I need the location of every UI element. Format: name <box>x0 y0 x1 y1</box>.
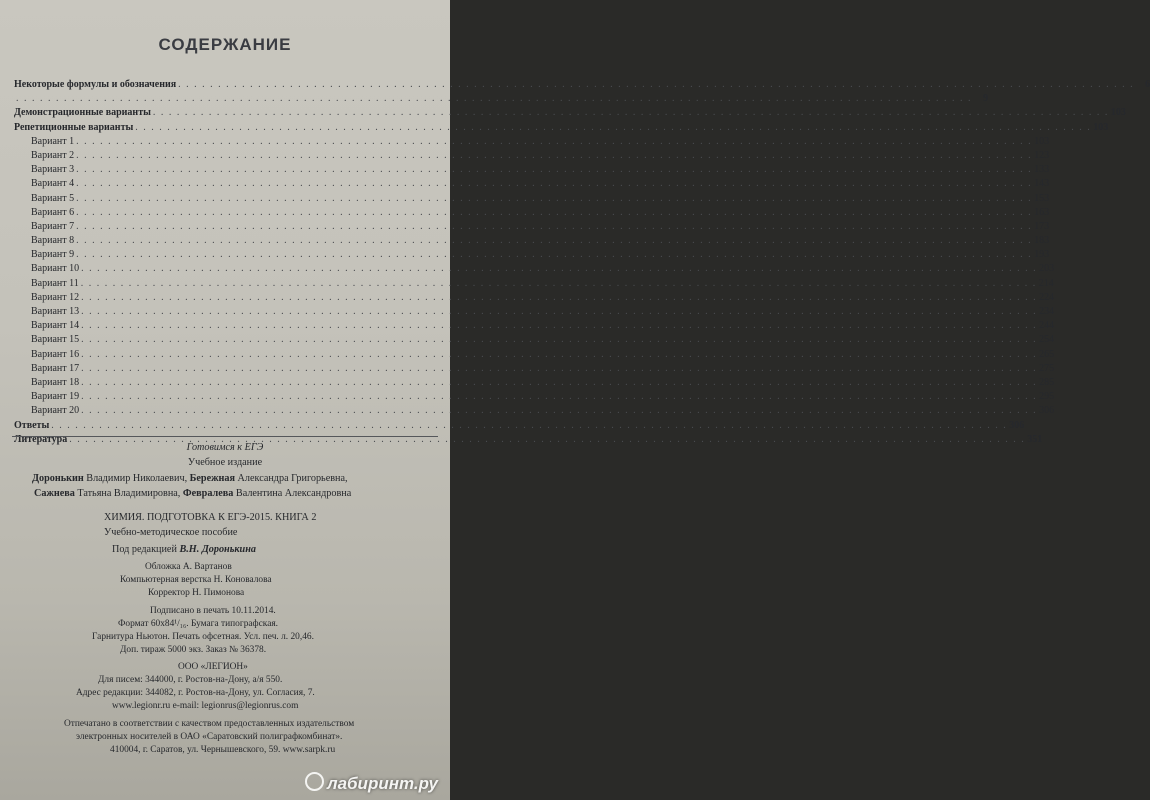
format-line: Формат 60x84¹/₁₆. Бумага типографская. <box>118 619 279 629</box>
authors-line-1: Доронькин Владимир Николаевич, Бережная Александра Григорьевна, <box>32 473 348 484</box>
toc-leader-dots: . . . . . . . . . . . . . . . . . . . . . . . . . . . . . . . . . . . . . . . . . . . . . . . . . . . . . . . . . . . . . . . . . . . . . . . . . . . . . . . . . . . . . . . . . . . . . . . . . . . . . . . . . . . . . . . . . . . . . . . . <box>51 419 1008 431</box>
toc-entry <box>14 121 1109 135</box>
toc-entry-label: Вариант 15 <box>31 334 80 346</box>
toc-entry <box>14 305 1055 319</box>
series-name: Готовимся к ЕГЭ <box>186 442 264 453</box>
authors-line-2: Сажнева Татьяна Владимировна, Февралева Валентина Александровна <box>34 488 352 499</box>
toc-leader-dots: . . . . . . . . . . . . . . . . . . . . . . . . . . . . . . . . . . . . . . . . . . . . . . . . . . . . . . . . . . . . . . . . . . . . . . . . . . . . . . . . . . . . . . . . . . . . . . . . . . . . . . . . . . . . . . . . . . . . . . . . <box>76 192 1033 204</box>
divider <box>12 436 438 437</box>
toc-entry-label: Литература <box>14 433 68 445</box>
toc-leader-dots: . . . . . . . . . . . . . . . . . . . . . . . . . . . . . . . . . . . . . . . . . . . . . . . . . . . . . . . . . . . . . . . . . . . . . . . . . . . . . . . . . . . . . . . . . . . . . . . . . . . . . . . . . . . . . . . . . . . . . . . . <box>76 149 1033 161</box>
toc-entry <box>14 319 1055 333</box>
toc-entry-label: Вариант 13 <box>31 306 80 317</box>
toc-entry <box>14 262 1055 276</box>
toc-entry-page: 306 <box>1039 405 1055 417</box>
toc-leader-dots: . . . . . . . . . . . . . . . . . . . . . . . . . . . . . . . . . . . . . . . . . . . . . . . . . . . . . . . . . . . . . . . . . . . . . . . . . . . . . . . . . . . . . . . . . . . . . . . . . . . . . . . . . . . . . . . . . . . . . . . . <box>81 291 1038 303</box>
toc-entry <box>14 149 1050 163</box>
toc-entry-page: 265 <box>1039 348 1055 360</box>
toc-leader-dots: . . . . . . . . . . . . . . . . . . . . . . . . . . . . . . . . . . . . . . . . . . . . . . . . . . . . . . . . . . . . . . . . . . . . . . . . . . . . . . . . . . . . . . . . . . . . . . . . . . . . . . . . . . . . . . . . . . . . . . . . <box>16 93 972 105</box>
toc-entry-label: Вариант 1 <box>31 135 75 147</box>
toc-entry-label: Некоторые формулы и обозначения <box>14 79 177 90</box>
toc-entry <box>14 135 1050 149</box>
toc-entry <box>14 163 1050 177</box>
publisher-name: ООО «ЛЕГИОН» <box>178 662 248 672</box>
toc-leader-dots: . . . . . . . . . . . . . . . . . . . . . . . . . . . . . . . . . . . . . . . . . . . . . . . . . . . . . . . . . . . . . . . . . . . . . . . . . . . . . . . . . . . . . . . . . . . . . . . . . . . . . . . . . . . . . . . . . . . . . . . . <box>76 135 1033 147</box>
typeface-line: Гарнитура Ньютон. Печать офсетная. Усл. печ. л. 20,46. <box>92 632 314 642</box>
toc-entry <box>14 376 1055 390</box>
toc-entry-label: Вариант 11 <box>31 277 79 289</box>
toc-entry <box>14 220 1050 234</box>
toc-entry-label: Вариант 12 <box>31 291 80 303</box>
page-title: СОДЕРЖАНИЕ <box>158 35 292 54</box>
toc-entry-label: Вариант 4 <box>31 178 75 190</box>
toc-leader-dots: . . . . . . . . . . . . . . . . . . . . . . . . . . . . . . . . . . . . . . . . . . . . . . . . . . . . . . . . . . . . . . . . . . . . . . . . . . . . . . . . . . . . . . . . . . . . . . . . . . . . . . . . . . . . . . . . . . . . . . . . <box>76 164 1033 176</box>
toc-entry-label: Репетиционные варианты <box>14 121 134 133</box>
printer-line-2: электронных носителей в ОАО «Саратовский полиграфкомбинат». <box>76 732 343 742</box>
toc-entry-label: Вариант 20 <box>31 405 80 417</box>
toc-entry-label: Вариант 6 <box>31 206 75 218</box>
toc-entry-page: 123 <box>1034 149 1050 161</box>
layout-credit: Компьютерная верстка Н. Коновалова <box>120 575 272 585</box>
toc-entry-page: 254 <box>1039 334 1055 346</box>
watermark: лабиринт.ру <box>305 772 438 794</box>
printer-line-3: 410004, г. Саратов, ул. Чернышевского, 59. www.sarpk.ru <box>110 745 336 755</box>
toc-entry <box>14 277 1054 291</box>
toc-leader-dots: . . . . . . . . . . . . . . . . . . . . . . . . . . . . . . . . . . . . . . . . . . . . . . . . . . . . . . . . . . . . . . . . . . . . . . . . . . . . . . . . . . . . . . . . . . . . . . . . . . . . . . . . . . . . . . . . . . . . . . . . <box>81 334 1038 346</box>
cover-credit: Обложка А. Вартанов <box>145 562 232 572</box>
toc-leader-dots: . . . . . . . . . . . . . . . . . . . . . . . . . . . . . . . . . . . . . . . . . . . . . . . . . . . . . . . . . . . . . . . . . . . . . . . . . . . . . . . . . . . . . . . . . . . . . . . . . . . . . . . . . . . . . . . . . . . . . . . . <box>76 220 1033 232</box>
toc-entry-page: 103 <box>1093 121 1109 133</box>
toc-entry-page: 163 <box>1034 206 1050 218</box>
toc-entry-page: 103 <box>1034 135 1050 147</box>
toc-entry-page: 133 <box>1034 164 1050 176</box>
edition-type: Учебное издание <box>187 457 263 468</box>
toc-entry-page: 295 <box>1039 391 1055 403</box>
toc-leader-dots: . . . . . . . . . . . . . . . . . . . . . . . . . . . . . . . . . . . . . . . . . . . . . . . . . . . . . . . . . . . . . . . . . . . . . . . . . . . . . . . . . . . . . . . . . . . . . . . . . . . . . . . . . . . . . . . . . . . . . . . . <box>81 405 1038 417</box>
toc-entry-label: Вариант 3 <box>31 164 75 176</box>
toc-leader-dots: . . . . . . . . . . . . . . . . . . . . . . . . . . . . . . . . . . . . . . . . . . . . . . . . . . . . . . . . . . . . . . . . . . . . . . . . . . . . . . . . . . . . . . . . . . . . . . . . . . . . . . . . . . . . . . . . . . . . . . . . <box>81 391 1038 403</box>
toc-entry <box>14 234 1050 248</box>
toc-entry-label: Вариант 17 <box>31 362 80 374</box>
toc-entry <box>14 362 1055 376</box>
toc-entry-page: 285 <box>1039 376 1055 388</box>
toc-entry-label: Вариант 8 <box>31 235 75 247</box>
toc-entry-page: 9 <box>983 93 988 105</box>
toc-entry-page: 351 <box>1027 433 1043 445</box>
toc-entry-label: Демонстрационные варианты <box>14 107 151 119</box>
website-email: www.legionr.ru e-mail: legionrus@legionrus.com <box>112 701 299 711</box>
toc-entry-page: 306 <box>1009 419 1025 431</box>
toc-leader-dots: . . . . . . . . . . . . . . . . . . . . . . . . . . . . . . . . . . . . . . . . . . . . . . . . . . . . . . . . . . . . . . . . . . . . . . . . . . . . . . . . . . . . . . . . . . . . . . . . . . . . . . . . . . . . . . . . . . . . . . . . <box>76 249 1033 261</box>
toc-entry <box>14 248 1050 262</box>
toc-entry <box>14 291 1055 305</box>
toc-entry <box>14 177 1050 191</box>
mail-address: Для писем: 344000, г. Ростов-на-Дону, а/я 550. <box>98 675 283 685</box>
toc-entry-page: 103 <box>1110 107 1126 119</box>
toc-entry <box>14 78 1150 92</box>
toc-leader-dots: . . . . . . . . . . . . . . . . . . . . . . . . . . . . . . . . . . . . . . . . . . . . . . . . . . . . . . . . . . . . . . . . . . . . . . . . . . . . . . . . . . . . . . . . . . . . . . . . . . . . . . . . . . . . . . . . . . . . . . . . <box>76 235 1033 247</box>
toc-entry-page: 6 <box>1145 79 1150 90</box>
toc-entry-page: 143 <box>1034 178 1050 190</box>
toc-leader-dots: . . . . . . . . . . . . . . . . . . . . . . . . . . . . . . . . . . . . . . . . . . . . . . . . . . . . . . . . . . . . . . . . . . . . . . . . . . . . . . . . . . . . . . . . . . . . . . . . . . . . . . . . . . . . . . . . . . . . . . . . <box>81 348 1038 360</box>
toc-entry-label: Вариант 14 <box>31 320 80 332</box>
toc-entry-page: 244 <box>1039 320 1055 332</box>
toc-entry-label: Вариант 9 <box>31 249 75 261</box>
toc-entry-page: 234 <box>1039 306 1055 317</box>
toc-entry-page: 193 <box>1034 249 1050 261</box>
labyrinth-logo-icon <box>305 772 324 791</box>
toc-leader-dots: . . . . . . . . . . . . . . . . . . . . . . . . . . . . . . . . . . . . . . . . . . . . . . . . . . . . . . . . . . . . . . . . . . . . . . . . . . . . . . . . . . . . . . . . . . . . . . . . . . . . . . . . . . . . . . . . . . . . . . . . <box>69 433 1026 445</box>
toc-entry-label: Вариант 18 <box>31 376 80 388</box>
toc-leader-dots: . . . . . . . . . . . . . . . . . . . . . . . . . . . . . . . . . . . . . . . . . . . . . . . . . . . . . . . . . . . . . . . . . . . . . . . . . . . . . . . . . . . . . . . . . . . . . . . . . . . . . . . . . . . . . . . . . . . . . . . . <box>81 306 1038 317</box>
toc-leader-dots: . . . . . . . . . . . . . . . . . . . . . . . . . . . . . . . . . . . . . . . . . . . . . . . . . . . . . . . . . . . . . . . . . . . . . . . . . . . . . . . . . . . . . . . . . . . . . . . . . . . . . . . . . . . . . . . . . . . . . . . . <box>81 362 1038 374</box>
toc-entry <box>14 192 1050 206</box>
table-of-contents <box>14 78 1150 447</box>
printer-line-1: Отпечатано в соответствии с качеством предоставленных издательством <box>64 719 355 729</box>
toc-entry-page: 275 <box>1039 362 1055 374</box>
toc-entry-page: 214 <box>1038 277 1054 289</box>
toc-entry <box>14 390 1055 404</box>
print-run: Доп. тираж 5000 экз. Заказ № 36378. <box>120 645 267 655</box>
toc-entry <box>14 404 1055 418</box>
toc-entry <box>14 206 1050 220</box>
toc-leader-dots: . . . . . . . . . . . . . . . . . . . . . . . . . . . . . . . . . . . . . . . . . . . . . . . . . . . . . . . . . . . . . . . . . . . . . . . . . . . . . . . . . . . . . . . . . . . . . . . . . . . . . . . . . . . . . . . . . . . . . . . . <box>152 107 1109 119</box>
toc-leader-dots: . . . . . . . . . . . . . . . . . . . . . . . . . . . . . . . . . . . . . . . . . . . . . . . . . . . . . . . . . . . . . . . . . . . . . . . . . . . . . . . . . . . . . . . . . . . . . . . . . . . . . . . . . . . . . . . . . . . . . . . . <box>81 263 1038 275</box>
toc-entry <box>14 333 1055 347</box>
toc-leader-dots: . . . . . . . . . . . . . . . . . . . . . . . . . . . . . . . . . . . . . . . . . . . . . . . . . . . . . . . . . . . . . . . . . . . . . . . . . . . . . . . . . . . . . . . . . . . . . . . . . . . . . . . . . . . . . . . . . . . . . . . . <box>81 320 1038 332</box>
toc-entry-page: 224 <box>1039 291 1055 303</box>
toc-entry-page: 153 <box>1034 192 1050 204</box>
proofreader-credit: Корректор Н. Пимонова <box>148 588 245 598</box>
toc-entry-page: 203 <box>1039 263 1055 275</box>
book-type: Учебно-методическое пособие <box>104 527 238 538</box>
toc-entry-label: Вариант 2 <box>31 149 75 161</box>
toc-leader-dots: . . . . . . . . . . . . . . . . . . . . . . . . . . . . . . . . . . . . . . . . . . . . . . . . . . . . . . . . . . . . . . . . . . . . . . . . . . . . . . . . . . . . . . . . . . . . . . . . . . . . . . . . . . . . . . . . . . . . . . . . <box>81 376 1038 388</box>
toc-leader-dots: . . . . . . . . . . . . . . . . . . . . . . . . . . . . . . . . . . . . . . . . . . . . . . . . . . . . . . . . . . . . . . . . . . . . . . . . . . . . . . . . . . . . . . . . . . . . . . . . . . . . . . . . . . . . . . . . . . . . . . . . <box>76 178 1033 190</box>
toc-entry-label: Вариант 10 <box>31 263 80 275</box>
toc-entry-page: 183 <box>1034 235 1050 247</box>
toc-entry <box>14 348 1055 362</box>
toc-leader-dots: . . . . . . . . . . . . . . . . . . . . . . . . . . . . . . . . . . . . . . . . . . . . . . . . . . . . . . . . . . . . . . . . . . . . . . . . . . . . . . . . . . . . . . . . . . . . . . . . . . . . . . . . . . . . . . . . . . . . . . . . <box>135 121 1092 133</box>
toc-entry-label: Ответы <box>14 419 50 431</box>
toc-entry <box>14 92 988 106</box>
toc-entry <box>14 106 1126 120</box>
toc-entry-label: Вариант 7 <box>31 220 75 232</box>
toc-entry-label: Вариант 19 <box>31 391 80 403</box>
toc-leader-dots: . . . . . . . . . . . . . . . . . . . . . . . . . . . . . . . . . . . . . . . . . . . . . . . . . . . . . . . . . . . . . . . . . . . . . . . . . . . . . . . . . . . . . . . . . . . . . . . . . . . . . . . . . . . . . . . . . . . . . . . . <box>76 206 1033 218</box>
toc-entry <box>14 419 1025 433</box>
signed-date: Подписано в печать 10.11.2014. <box>150 606 276 616</box>
editorial-address: Адрес редакции: 344082, г. Ростов-на-Дону, ул. Согласия, 7. <box>76 688 315 698</box>
toc-entry-page: 173 <box>1034 220 1050 232</box>
toc-entry-label: Вариант 5 <box>31 192 75 204</box>
toc-leader-dots: . . . . . . . . . . . . . . . . . . . . . . . . . . . . . . . . . . . . . . . . . . . . . . . . . . . . . . . . . . . . . . . . . . . . . . . . . . . . . . . . . . . . . . . . . . . . . . . . . . . . . . . . . . . . . . . . . . . . . . . . <box>80 277 1037 289</box>
editor-line: Под редакцией В.Н. Доронькина <box>112 544 256 555</box>
toc-leader-dots: . . . . . . . . . . . . . . . . . . . . . . . . . . . . . . . . . . . . . . . . . . . . . . . . . . . . . . . . . . . . . . . . . . . . . . . . . . . . . . . . . . . . . . . . . . . . . . . . . . . . . . . . . . . . . . . . . . . . . . . . <box>178 79 1135 90</box>
toc-entry-label: Вариант 16 <box>31 348 80 360</box>
book-title: ХИМИЯ. ПОДГОТОВКА К ЕГЭ-2015. КНИГА 2 <box>104 512 317 523</box>
